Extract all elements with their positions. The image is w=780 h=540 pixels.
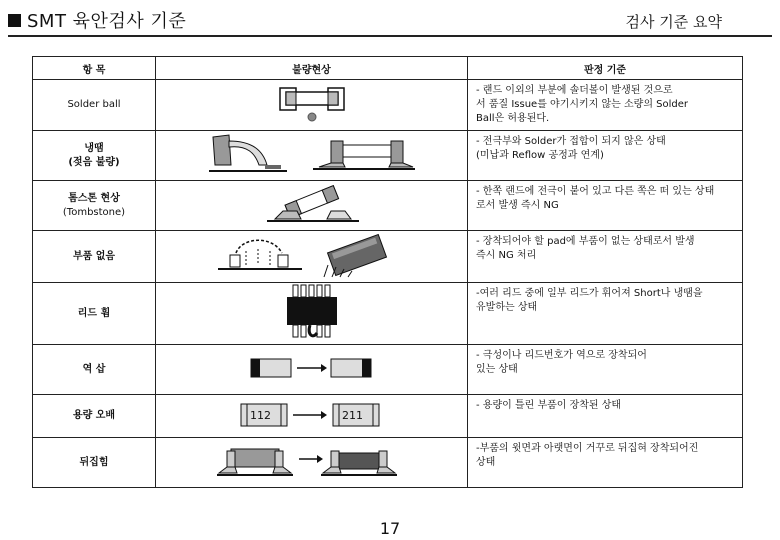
item-label: 뒤집힘: [79, 456, 109, 468]
item-label: 부품 없음: [72, 250, 116, 262]
criteria-text: -부품의 윗면과 아랫면이 거꾸로 뒤집혀 장착되어진 상태: [476, 443, 699, 468]
item-cell: [33, 395, 156, 438]
missing-part-illustration: [212, 231, 412, 279]
criteria-text: - 한쪽 랜드에 전극이 붙어 있고 다른 쪽은 떠 있는 상태 로서 발생 즉시 NG: [476, 186, 715, 211]
column-header-criteria: 판정 기준: [468, 57, 743, 80]
item-label: 냉땜: [84, 142, 104, 154]
item-cell: [33, 438, 156, 488]
bent-lead-illustration: [277, 283, 347, 341]
tombstone-illustration: [257, 181, 367, 227]
item-cell: [33, 345, 156, 395]
figure-cell: [156, 283, 468, 345]
arrow-right-icon: [317, 455, 323, 463]
column-header-defect: 불량현상: [156, 57, 468, 80]
criteria-cell: [468, 181, 743, 231]
table-row: [33, 345, 743, 395]
item-label: 용량 오배: [72, 410, 116, 421]
table-header-row: [33, 57, 743, 80]
figure-cell: [156, 181, 468, 231]
item-cell: [33, 131, 156, 181]
page-title: [8, 7, 186, 33]
page-number: 17: [379, 519, 401, 538]
column-header-item: 항 목: [33, 57, 156, 80]
figure-cell: [156, 231, 468, 283]
table-row: [33, 80, 743, 131]
item-label: 톰스톤 현상: [68, 192, 120, 204]
figure-cell: [156, 345, 468, 395]
header-divider: [8, 35, 772, 37]
criteria-text: - 랜드 이외의 부분에 솔더볼이 발생된 것으로 서 품질 Issue를 야기시키지 않는 소량의 Solder Ball은 허용된다.: [476, 85, 689, 124]
solder-ball-illustration: [272, 82, 352, 126]
item-cell: [33, 80, 156, 131]
criteria-text: - 용량이 틀린 부품이 장착된 상태: [476, 400, 622, 411]
criteria-text: - 극성이나 리드번호가 역으로 장착되어 있는 상태: [476, 350, 647, 375]
item-label: Solder ball: [67, 99, 121, 110]
item-cell: [33, 231, 156, 283]
criteria-cell: [468, 395, 743, 438]
item-cell: [33, 181, 156, 231]
page-title-text: SMT 육안검사 기준: [27, 11, 187, 32]
criteria-cell: [468, 231, 743, 283]
value-label-after: 211: [341, 408, 363, 422]
item-sublabel: (젖음 불량): [68, 156, 120, 168]
page-subtitle: 검사 기준 요약: [625, 13, 722, 31]
table-row: [33, 395, 743, 438]
figure-cell: [156, 80, 468, 131]
criteria-cell: [468, 345, 743, 395]
wrong-value-illustration: [237, 400, 387, 430]
figure-cell: [156, 131, 468, 181]
table-row: [33, 131, 743, 181]
item-sublabel: (Tombstone): [62, 206, 126, 218]
figure-cell: [156, 438, 468, 488]
cold-solder-illustration: [207, 131, 417, 177]
square-bullet-icon: [8, 14, 21, 27]
table-row: [33, 181, 743, 231]
value-label-before: 112: [249, 408, 271, 422]
table-row: [33, 231, 743, 283]
table-row: [33, 283, 743, 345]
criteria-cell: [468, 131, 743, 181]
criteria-cell: [468, 438, 743, 488]
arrow-right-icon: [321, 411, 327, 419]
arrow-right-icon: [321, 364, 327, 372]
criteria-text: - 전극부와 Solder가 접합이 되지 않은 상태 (미납과 Reflow 공정과 연계): [476, 136, 666, 161]
criteria-text: -여러 리드 중에 일부 리드가 휘어져 Short나 냉땜을 유발하는 상태: [476, 288, 703, 313]
table-row: [33, 438, 743, 488]
figure-cell: [156, 395, 468, 438]
reverse-insertion-illustration: [247, 353, 377, 383]
criteria-cell: [468, 80, 743, 131]
criteria-text: - 장착되어야 할 pad에 부품이 없는 상태로서 발생 즉시 NG 처리: [476, 236, 695, 261]
item-cell: [33, 283, 156, 345]
item-label: 역 삽: [82, 363, 106, 375]
inspection-criteria-table: [32, 56, 743, 488]
flipped-part-illustration: [217, 441, 407, 481]
criteria-cell: [468, 283, 743, 345]
item-label: 리드 휨: [77, 307, 111, 319]
